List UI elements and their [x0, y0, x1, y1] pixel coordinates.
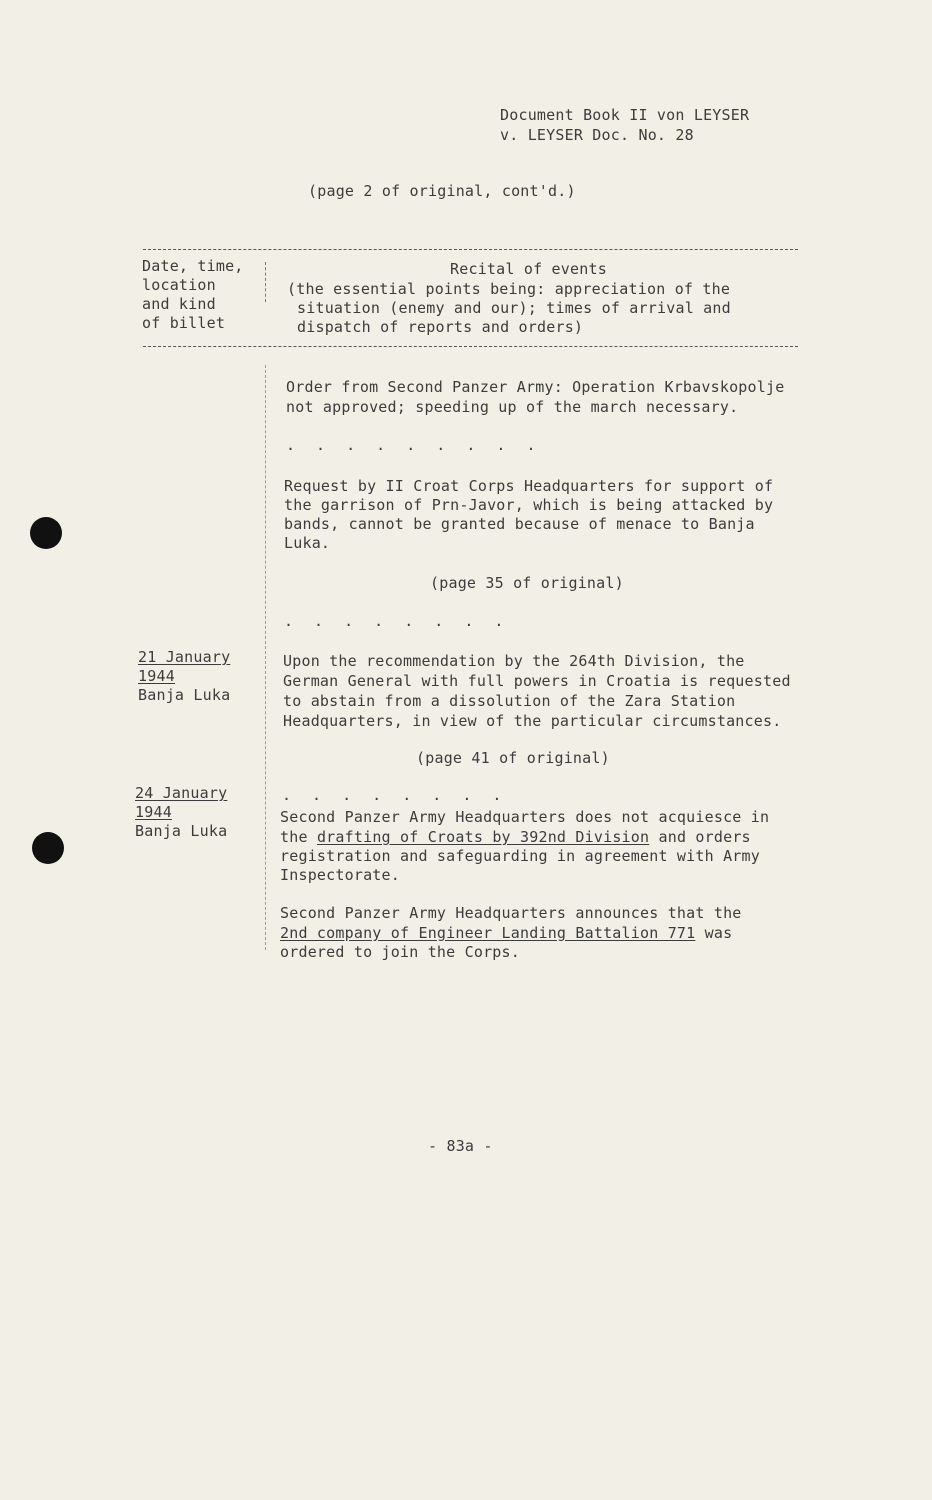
page-35-marker: (page 35 of original): [430, 574, 624, 592]
entry-1-line-2: not approved; speeding up of the march necessary.: [286, 398, 739, 416]
header-line-2: v. LEYSER Doc. No. 28: [500, 126, 694, 144]
page-41-marker: (page 41 of original): [416, 749, 610, 767]
column-header-date-3: and kind: [142, 295, 216, 313]
entry-5-line-2: [280, 924, 732, 943]
entry-2-line-1: Request by II Croat Corps Headquarters for support of: [284, 477, 774, 495]
entry-2-line-2: the garrison of Prn-Javor, which is being attacked by: [284, 496, 774, 514]
column-header-recital-1: (the essential points being: appreciation of the: [287, 280, 731, 298]
column-header-recital-2: situation (enemy and our); times of arrival and: [297, 299, 731, 317]
date-2-place: Banja Luka: [135, 822, 228, 840]
continued-note: (page 2 of original, cont'd.): [308, 182, 576, 200]
header-rule-top: [143, 249, 798, 250]
entry-4-underlined-text: drafting of Croats by 392nd Division: [316, 828, 650, 846]
date-1-year: 1944: [138, 667, 175, 685]
entry-5-line-3: ordered to join the Corps.: [280, 943, 520, 961]
date-2-day: 24 January: [135, 784, 228, 802]
date-2-year: 1944: [135, 803, 172, 821]
entry-4-line-4: Inspectorate.: [280, 866, 400, 884]
entry-2-line-4: Luka.: [284, 534, 331, 552]
entry-1-line-1: Order from Second Panzer Army: Operation Krbavskopolje: [286, 378, 785, 396]
entry-3-line-2: German General with full powers in Croatia is requested: [283, 672, 791, 690]
page-number: - 83a -: [428, 1137, 493, 1155]
column-header-date-1: Date, time,: [142, 257, 244, 275]
entry-3-line-3: to abstain from a dissolution of the Zara Station: [283, 692, 736, 710]
entry-5-line-1: Second Panzer Army Headquarters announces that the: [280, 904, 742, 922]
column-header-date-4: of billet: [142, 314, 226, 332]
punch-hole-top: [30, 517, 62, 549]
ellipsis-1: . . . . . . . . .: [286, 436, 542, 454]
column-header-recital-title: Recital of events: [450, 260, 607, 278]
entry-4-line-1: Second Panzer Army Headquarters does not acquiesce in: [280, 808, 770, 826]
ellipsis-3: . . . . . . . .: [282, 786, 508, 804]
entry-4-line-2-start: the: [280, 828, 317, 846]
entry-4-line-2: [280, 828, 751, 847]
entry-3-line-4: Headquarters, in view of the particular circumstances.: [283, 712, 782, 730]
column-divider: [265, 365, 266, 950]
ellipsis-2: . . . . . . . .: [284, 612, 510, 630]
entry-3-line-1: Upon the recommendation by the 264th Division, the: [283, 652, 745, 670]
entry-2-line-3: bands, cannot be granted because of menace to Banja: [284, 515, 755, 533]
entry-5-underlined-text: 2nd company of Engineer Landing Battalion 771: [280, 924, 696, 942]
column-header-date-2: location: [142, 276, 216, 294]
entry-4-line-3: registration and safeguarding in agreement with Army: [280, 847, 760, 865]
column-header-recital-3: dispatch of reports and orders): [297, 318, 584, 336]
header-rule-bottom: [143, 346, 798, 347]
column-divider-header: [265, 262, 266, 302]
entry-4-line-2-end: and orders: [649, 828, 751, 846]
entry-5-line-2-end: was: [695, 924, 733, 942]
date-1-day: 21 January: [138, 648, 231, 666]
date-1-place: Banja Luka: [138, 686, 231, 704]
header-line-1: Document Book II von LEYSER: [500, 106, 750, 124]
punch-hole-bottom: [32, 832, 64, 864]
